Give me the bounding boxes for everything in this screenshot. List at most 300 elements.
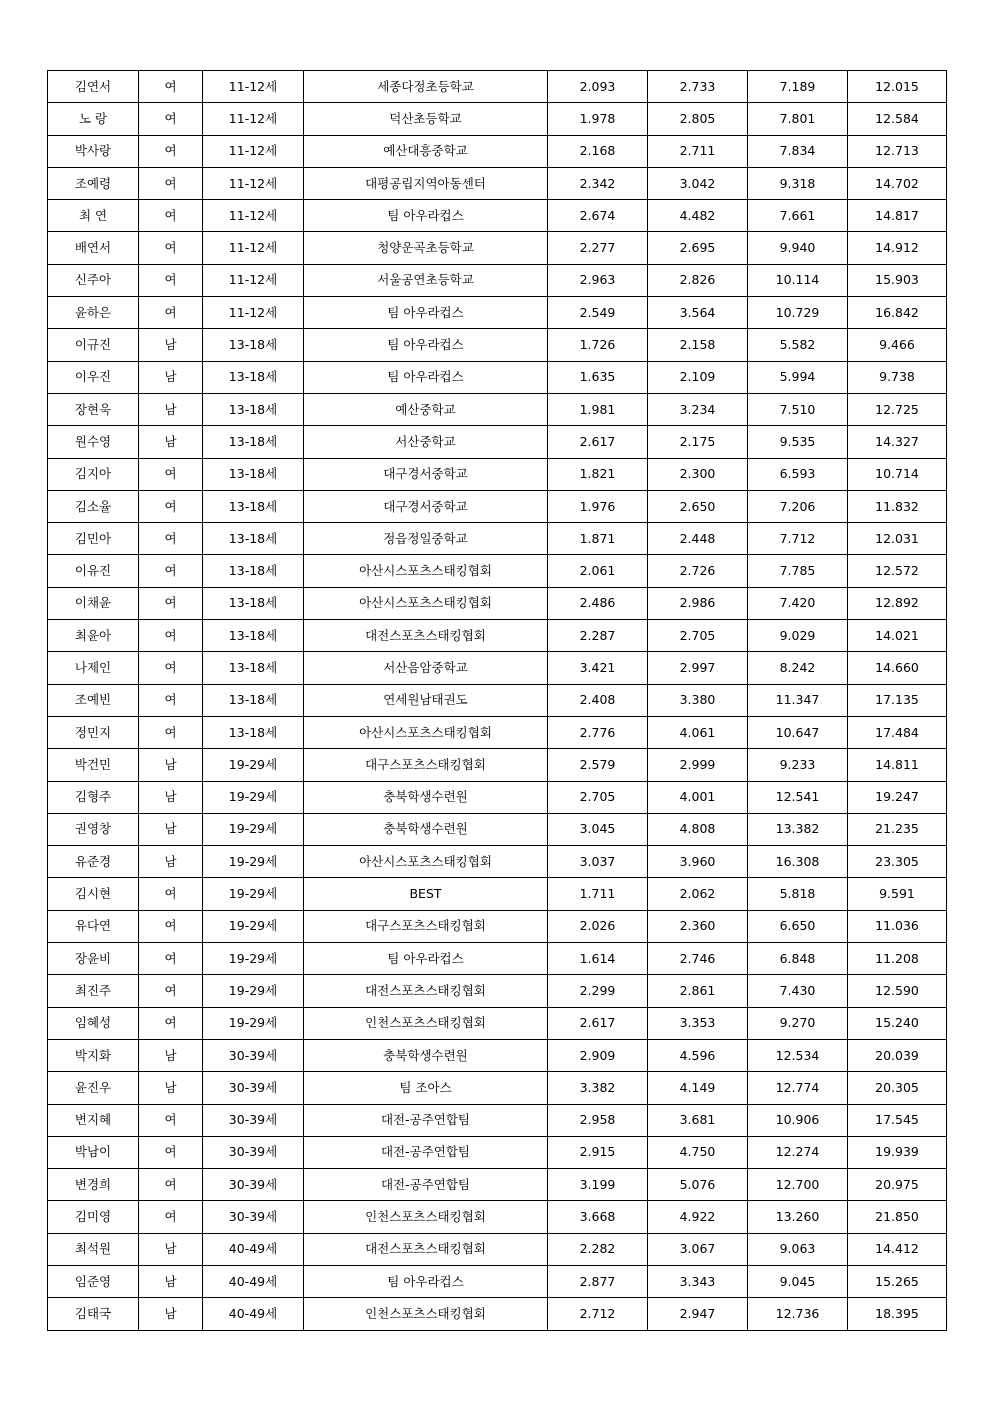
cell-name: 나제인 <box>48 652 139 684</box>
cell-time-3: 10.906 <box>748 1104 848 1136</box>
cell-time-1: 1.978 <box>548 103 648 135</box>
table-row <box>48 878 947 910</box>
cell-total: 15.903 <box>848 264 947 296</box>
cell-team: 아산시스포츠스태킹협회 <box>304 555 548 587</box>
table-row <box>48 943 947 975</box>
cell-gender: 여 <box>139 490 203 522</box>
cell-name: 윤진우 <box>48 1072 139 1104</box>
cell-name: 최진주 <box>48 975 139 1007</box>
cell-time-1: 1.981 <box>548 393 648 425</box>
cell-time-2: 5.076 <box>648 1169 748 1201</box>
cell-name: 박사랑 <box>48 135 139 167</box>
cell-total: 20.975 <box>848 1169 947 1201</box>
table-row <box>48 1201 947 1233</box>
cell-total: 11.036 <box>848 910 947 942</box>
cell-total: 14.021 <box>848 620 947 652</box>
cell-time-3: 6.650 <box>748 910 848 942</box>
table-row <box>48 652 947 684</box>
cell-gender: 여 <box>139 943 203 975</box>
cell-time-1: 2.963 <box>548 264 648 296</box>
cell-time-3: 13.382 <box>748 813 848 845</box>
table-row <box>48 361 947 393</box>
cell-gender: 여 <box>139 135 203 167</box>
cell-team: 서산중학교 <box>304 426 548 458</box>
cell-time-1: 2.277 <box>548 232 648 264</box>
cell-team: 대전스포츠스태킹협회 <box>304 1233 548 1265</box>
table-row <box>48 684 947 716</box>
cell-age-group: 13-18세 <box>203 329 304 361</box>
cell-gender: 여 <box>139 71 203 103</box>
cell-total: 19.939 <box>848 1136 947 1168</box>
cell-time-2: 2.109 <box>648 361 748 393</box>
cell-total: 9.466 <box>848 329 947 361</box>
cell-time-2: 2.300 <box>648 458 748 490</box>
cell-time-2: 4.922 <box>648 1201 748 1233</box>
cell-total: 16.842 <box>848 297 947 329</box>
cell-time-3: 7.801 <box>748 103 848 135</box>
cell-time-3: 7.430 <box>748 975 848 1007</box>
cell-team: 대구스포츠스태킹협회 <box>304 749 548 781</box>
cell-time-2: 3.380 <box>648 684 748 716</box>
cell-total: 12.713 <box>848 135 947 167</box>
table-row <box>48 1104 947 1136</box>
cell-age-group: 30-39세 <box>203 1169 304 1201</box>
cell-team: 충북학생수련원 <box>304 781 548 813</box>
cell-gender: 여 <box>139 910 203 942</box>
cell-age-group: 30-39세 <box>203 1039 304 1071</box>
cell-age-group: 30-39세 <box>203 1201 304 1233</box>
cell-age-group: 13-18세 <box>203 684 304 716</box>
table-row <box>48 329 947 361</box>
table-row <box>48 71 947 103</box>
cell-age-group: 11-12세 <box>203 232 304 264</box>
cell-time-3: 12.274 <box>748 1136 848 1168</box>
table-row <box>48 490 947 522</box>
cell-time-2: 3.067 <box>648 1233 748 1265</box>
table-row <box>48 749 947 781</box>
cell-age-group: 19-29세 <box>203 781 304 813</box>
cell-name: 박건민 <box>48 749 139 781</box>
cell-time-2: 4.061 <box>648 716 748 748</box>
cell-name: 윤하은 <box>48 297 139 329</box>
cell-time-3: 7.834 <box>748 135 848 167</box>
cell-name: 김시현 <box>48 878 139 910</box>
cell-time-3: 11.347 <box>748 684 848 716</box>
cell-age-group: 11-12세 <box>203 167 304 199</box>
cell-gender: 남 <box>139 749 203 781</box>
cell-time-2: 2.360 <box>648 910 748 942</box>
cell-team: 세종다정초등학교 <box>304 71 548 103</box>
cell-time-3: 9.045 <box>748 1265 848 1297</box>
cell-gender: 여 <box>139 103 203 135</box>
cell-time-2: 4.001 <box>648 781 748 813</box>
cell-gender: 남 <box>139 1298 203 1330</box>
table-row <box>48 620 947 652</box>
cell-age-group: 19-29세 <box>203 813 304 845</box>
cell-time-3: 7.785 <box>748 555 848 587</box>
cell-name: 정민지 <box>48 716 139 748</box>
cell-total: 12.725 <box>848 393 947 425</box>
table-row <box>48 1233 947 1265</box>
cell-total: 17.545 <box>848 1104 947 1136</box>
cell-age-group: 11-12세 <box>203 103 304 135</box>
cell-time-1: 2.705 <box>548 781 648 813</box>
cell-age-group: 13-18세 <box>203 523 304 555</box>
cell-time-1: 1.976 <box>548 490 648 522</box>
cell-total: 19.247 <box>848 781 947 813</box>
cell-time-2: 2.175 <box>648 426 748 458</box>
cell-time-1: 1.726 <box>548 329 648 361</box>
cell-gender: 여 <box>139 878 203 910</box>
cell-team: 인천스포츠스태킹협회 <box>304 1201 548 1233</box>
table-row <box>48 232 947 264</box>
cell-name: 장현욱 <box>48 393 139 425</box>
cell-age-group: 11-12세 <box>203 264 304 296</box>
table-row <box>48 587 947 619</box>
cell-gender: 여 <box>139 716 203 748</box>
cell-name: 김민아 <box>48 523 139 555</box>
cell-time-2: 2.695 <box>648 232 748 264</box>
cell-time-2: 2.733 <box>648 71 748 103</box>
cell-time-3: 9.270 <box>748 1007 848 1039</box>
cell-team: 정읍정일중학교 <box>304 523 548 555</box>
cell-time-3: 9.535 <box>748 426 848 458</box>
results-table <box>47 70 947 1331</box>
cell-time-2: 3.042 <box>648 167 748 199</box>
cell-gender: 여 <box>139 1136 203 1168</box>
cell-age-group: 13-18세 <box>203 490 304 522</box>
cell-gender: 남 <box>139 361 203 393</box>
cell-time-3: 10.114 <box>748 264 848 296</box>
table-row <box>48 813 947 845</box>
cell-time-3: 6.593 <box>748 458 848 490</box>
cell-time-1: 2.549 <box>548 297 648 329</box>
cell-time-2: 2.726 <box>648 555 748 587</box>
cell-team: 팀 아우라컵스 <box>304 1265 548 1297</box>
table-row <box>48 781 947 813</box>
cell-time-3: 13.260 <box>748 1201 848 1233</box>
cell-time-1: 3.382 <box>548 1072 648 1104</box>
cell-age-group: 19-29세 <box>203 749 304 781</box>
cell-name: 신주아 <box>48 264 139 296</box>
cell-time-3: 7.510 <box>748 393 848 425</box>
cell-total: 11.208 <box>848 943 947 975</box>
cell-time-1: 2.287 <box>548 620 648 652</box>
cell-team: 아산시스포츠스태킹협회 <box>304 846 548 878</box>
cell-name: 유준경 <box>48 846 139 878</box>
cell-age-group: 30-39세 <box>203 1136 304 1168</box>
cell-name: 김소율 <box>48 490 139 522</box>
cell-team: 청양운곡초등학교 <box>304 232 548 264</box>
cell-team: 서울공연초등학교 <box>304 264 548 296</box>
cell-gender: 여 <box>139 167 203 199</box>
cell-gender: 여 <box>139 264 203 296</box>
table-row <box>48 1072 947 1104</box>
cell-team: 팀 아우라컵스 <box>304 297 548 329</box>
cell-total: 15.240 <box>848 1007 947 1039</box>
cell-age-group: 13-18세 <box>203 426 304 458</box>
cell-time-3: 9.233 <box>748 749 848 781</box>
cell-age-group: 13-18세 <box>203 716 304 748</box>
cell-time-2: 2.062 <box>648 878 748 910</box>
table-row <box>48 200 947 232</box>
cell-time-2: 2.997 <box>648 652 748 684</box>
cell-team: 연세원남태권도 <box>304 684 548 716</box>
cell-age-group: 11-12세 <box>203 297 304 329</box>
cell-time-3: 6.848 <box>748 943 848 975</box>
cell-time-1: 1.821 <box>548 458 648 490</box>
cell-name: 이규진 <box>48 329 139 361</box>
table-row <box>48 458 947 490</box>
table-row <box>48 846 947 878</box>
cell-total: 14.912 <box>848 232 947 264</box>
cell-total: 21.235 <box>848 813 947 845</box>
cell-time-1: 1.614 <box>548 943 648 975</box>
cell-total: 12.572 <box>848 555 947 587</box>
cell-gender: 여 <box>139 555 203 587</box>
cell-time-2: 3.681 <box>648 1104 748 1136</box>
cell-time-2: 3.564 <box>648 297 748 329</box>
cell-time-2: 2.805 <box>648 103 748 135</box>
cell-time-2: 4.750 <box>648 1136 748 1168</box>
cell-team: 인천스포츠스태킹협회 <box>304 1298 548 1330</box>
cell-time-1: 2.408 <box>548 684 648 716</box>
cell-time-3: 9.940 <box>748 232 848 264</box>
cell-time-3: 12.736 <box>748 1298 848 1330</box>
cell-time-1: 3.421 <box>548 652 648 684</box>
cell-team: 대구스포츠스태킹협회 <box>304 910 548 942</box>
cell-team: 대전스포츠스태킹협회 <box>304 620 548 652</box>
cell-time-1: 2.617 <box>548 1007 648 1039</box>
table-row <box>48 555 947 587</box>
cell-age-group: 19-29세 <box>203 943 304 975</box>
cell-time-1: 3.668 <box>548 1201 648 1233</box>
cell-time-2: 3.343 <box>648 1265 748 1297</box>
cell-time-3: 9.318 <box>748 167 848 199</box>
cell-team: 대구경서중학교 <box>304 490 548 522</box>
cell-age-group: 19-29세 <box>203 1007 304 1039</box>
cell-age-group: 11-12세 <box>203 135 304 167</box>
cell-time-2: 4.596 <box>648 1039 748 1071</box>
cell-time-3: 12.541 <box>748 781 848 813</box>
cell-name: 박남이 <box>48 1136 139 1168</box>
cell-age-group: 40-49세 <box>203 1233 304 1265</box>
cell-age-group: 11-12세 <box>203 71 304 103</box>
cell-total: 12.031 <box>848 523 947 555</box>
cell-time-2: 4.808 <box>648 813 748 845</box>
cell-name: 조예령 <box>48 167 139 199</box>
cell-time-2: 3.960 <box>648 846 748 878</box>
cell-age-group: 13-18세 <box>203 458 304 490</box>
cell-total: 14.412 <box>848 1233 947 1265</box>
cell-age-group: 11-12세 <box>203 200 304 232</box>
cell-name: 권영창 <box>48 813 139 845</box>
cell-gender: 여 <box>139 652 203 684</box>
cell-total: 9.591 <box>848 878 947 910</box>
cell-age-group: 30-39세 <box>203 1104 304 1136</box>
cell-name: 유다연 <box>48 910 139 942</box>
cell-time-1: 2.093 <box>548 71 648 103</box>
cell-gender: 여 <box>139 1201 203 1233</box>
cell-time-2: 3.353 <box>648 1007 748 1039</box>
table-row <box>48 167 947 199</box>
cell-age-group: 13-18세 <box>203 587 304 619</box>
cell-gender: 남 <box>139 781 203 813</box>
cell-gender: 남 <box>139 393 203 425</box>
cell-time-3: 7.661 <box>748 200 848 232</box>
cell-total: 9.738 <box>848 361 947 393</box>
cell-name: 이유진 <box>48 555 139 587</box>
cell-time-2: 2.947 <box>648 1298 748 1330</box>
table-row <box>48 1039 947 1071</box>
cell-name: 최석원 <box>48 1233 139 1265</box>
cell-age-group: 13-18세 <box>203 361 304 393</box>
cell-total: 14.327 <box>848 426 947 458</box>
cell-time-3: 16.308 <box>748 846 848 878</box>
cell-age-group: 40-49세 <box>203 1265 304 1297</box>
cell-total: 12.015 <box>848 71 947 103</box>
cell-team: 아산시스포츠스태킹협회 <box>304 587 548 619</box>
table-row <box>48 393 947 425</box>
cell-gender: 여 <box>139 620 203 652</box>
cell-time-1: 2.026 <box>548 910 648 942</box>
cell-total: 15.265 <box>848 1265 947 1297</box>
cell-gender: 여 <box>139 1169 203 1201</box>
cell-time-2: 2.986 <box>648 587 748 619</box>
cell-total: 21.850 <box>848 1201 947 1233</box>
cell-team: 충북학생수련원 <box>304 813 548 845</box>
cell-time-1: 1.711 <box>548 878 648 910</box>
cell-time-1: 2.617 <box>548 426 648 458</box>
cell-team: 팀 아우라컵스 <box>304 943 548 975</box>
cell-gender: 여 <box>139 975 203 1007</box>
cell-gender: 남 <box>139 846 203 878</box>
table-row <box>48 297 947 329</box>
cell-team: 덕산초등학교 <box>304 103 548 135</box>
cell-time-3: 12.700 <box>748 1169 848 1201</box>
cell-age-group: 19-29세 <box>203 878 304 910</box>
cell-name: 김지아 <box>48 458 139 490</box>
cell-gender: 남 <box>139 1039 203 1071</box>
cell-time-1: 3.199 <box>548 1169 648 1201</box>
cell-age-group: 19-29세 <box>203 975 304 1007</box>
cell-total: 14.702 <box>848 167 947 199</box>
cell-time-2: 2.711 <box>648 135 748 167</box>
cell-name: 박지화 <box>48 1039 139 1071</box>
cell-team: 팀 조아스 <box>304 1072 548 1104</box>
cell-total: 14.817 <box>848 200 947 232</box>
cell-team: 팀 아우라컵스 <box>304 329 548 361</box>
cell-time-1: 2.877 <box>548 1265 648 1297</box>
cell-time-2: 4.149 <box>648 1072 748 1104</box>
table-row <box>48 1169 947 1201</box>
cell-name: 최 연 <box>48 200 139 232</box>
cell-time-1: 1.871 <box>548 523 648 555</box>
cell-team: 예산대흥중학교 <box>304 135 548 167</box>
table-row <box>48 135 947 167</box>
cell-time-3: 5.582 <box>748 329 848 361</box>
cell-team: 서산음암중학교 <box>304 652 548 684</box>
cell-time-1: 2.674 <box>548 200 648 232</box>
cell-team: 대구경서중학교 <box>304 458 548 490</box>
cell-total: 23.305 <box>848 846 947 878</box>
cell-total: 12.892 <box>848 587 947 619</box>
cell-total: 17.484 <box>848 716 947 748</box>
cell-age-group: 19-29세 <box>203 846 304 878</box>
cell-time-3: 9.029 <box>748 620 848 652</box>
table-row <box>48 264 947 296</box>
table-row <box>48 1007 947 1039</box>
cell-name: 임준영 <box>48 1265 139 1297</box>
table-row <box>48 910 947 942</box>
cell-total: 18.395 <box>848 1298 947 1330</box>
cell-time-3: 7.206 <box>748 490 848 522</box>
cell-time-1: 2.909 <box>548 1039 648 1071</box>
cell-total: 20.039 <box>848 1039 947 1071</box>
cell-time-3: 10.647 <box>748 716 848 748</box>
cell-time-3: 10.729 <box>748 297 848 329</box>
cell-team: 대전-공주연합팀 <box>304 1104 548 1136</box>
cell-gender: 여 <box>139 587 203 619</box>
cell-time-1: 3.045 <box>548 813 648 845</box>
cell-time-1: 2.712 <box>548 1298 648 1330</box>
cell-gender: 남 <box>139 1265 203 1297</box>
cell-total: 17.135 <box>848 684 947 716</box>
cell-name: 임혜성 <box>48 1007 139 1039</box>
cell-age-group: 13-18세 <box>203 555 304 587</box>
cell-gender: 여 <box>139 1104 203 1136</box>
cell-name: 조예빈 <box>48 684 139 716</box>
cell-time-2: 2.999 <box>648 749 748 781</box>
cell-time-2: 2.705 <box>648 620 748 652</box>
cell-time-3: 7.420 <box>748 587 848 619</box>
table-row <box>48 1265 947 1297</box>
cell-total: 10.714 <box>848 458 947 490</box>
cell-team: 팀 아우라컵스 <box>304 361 548 393</box>
cell-gender: 여 <box>139 1007 203 1039</box>
cell-team: 충북학생수련원 <box>304 1039 548 1071</box>
cell-name: 김연서 <box>48 71 139 103</box>
table-row <box>48 103 947 135</box>
results-body <box>48 71 947 1331</box>
cell-time-3: 5.818 <box>748 878 848 910</box>
cell-time-3: 8.242 <box>748 652 848 684</box>
cell-gender: 여 <box>139 523 203 555</box>
cell-gender: 남 <box>139 1233 203 1265</box>
cell-gender: 남 <box>139 426 203 458</box>
cell-team: BEST <box>304 878 548 910</box>
cell-time-2: 3.234 <box>648 393 748 425</box>
cell-time-1: 2.299 <box>548 975 648 1007</box>
cell-gender: 여 <box>139 200 203 232</box>
cell-time-3: 12.534 <box>748 1039 848 1071</box>
cell-time-2: 2.746 <box>648 943 748 975</box>
cell-team: 대전-공주연합팀 <box>304 1136 548 1168</box>
cell-time-3: 12.774 <box>748 1072 848 1104</box>
table-row <box>48 523 947 555</box>
cell-time-3: 7.189 <box>748 71 848 103</box>
cell-time-2: 2.826 <box>648 264 748 296</box>
table-row <box>48 716 947 748</box>
cell-age-group: 40-49세 <box>203 1298 304 1330</box>
cell-gender: 남 <box>139 813 203 845</box>
cell-age-group: 30-39세 <box>203 1072 304 1104</box>
cell-age-group: 19-29세 <box>203 910 304 942</box>
cell-time-1: 2.342 <box>548 167 648 199</box>
cell-age-group: 13-18세 <box>203 620 304 652</box>
cell-team: 대평공립지역아동센터 <box>304 167 548 199</box>
cell-time-1: 2.776 <box>548 716 648 748</box>
